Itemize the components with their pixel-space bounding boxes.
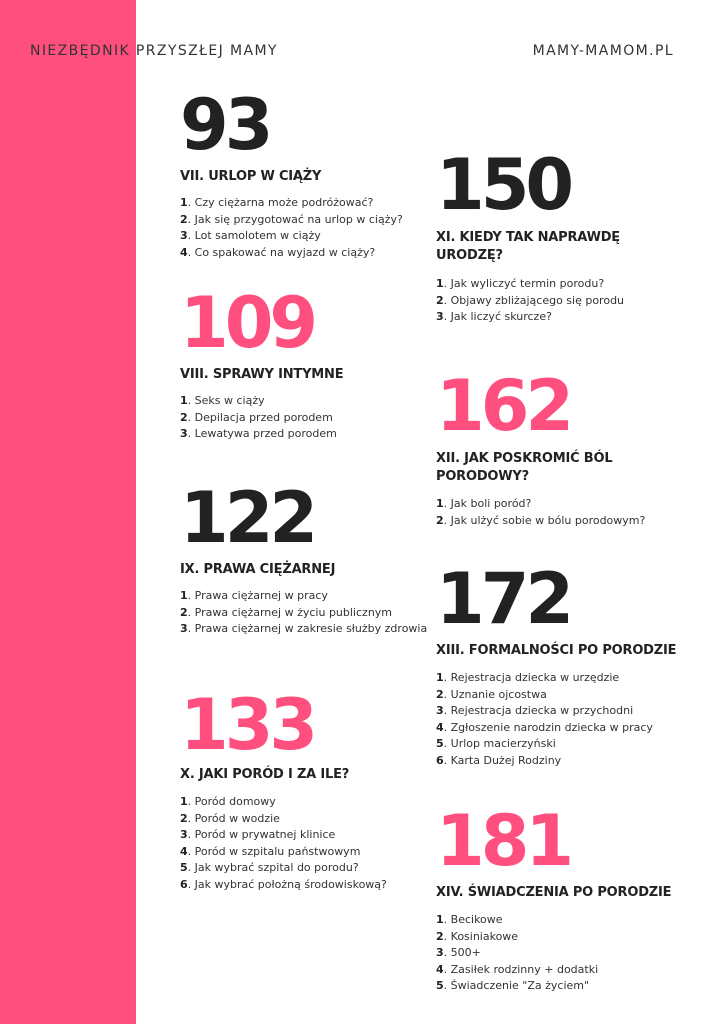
list-item: 5. Jak wybrać szpital do porodu? — [180, 861, 359, 875]
list-item: 1. Poród domowy — [180, 795, 276, 808]
item-list — [436, 912, 696, 995]
header-site: MAMY-MAMOM.PL — [532, 43, 674, 59]
page-number: 93 — [180, 84, 270, 166]
list-item: 4. Co spakować na wyjazd w ciąży? — [180, 245, 376, 259]
list-item: 1. Prawa ciężarnej w pracy — [180, 589, 328, 602]
page-number: 150 — [436, 144, 571, 226]
list-item: 1. Czy ciężarna może podróżować? — [180, 196, 374, 209]
toc-section-ix — [180, 477, 430, 638]
list-item: 2. Prawa ciężarnej w życiu publicznym — [180, 605, 393, 619]
toc-section-xiv — [436, 800, 696, 995]
item-list — [436, 670, 696, 770]
list-item: 1. Seks w ciąży — [180, 394, 265, 407]
list-item: 3. 500+ — [436, 946, 481, 960]
page-number: 133 — [180, 684, 315, 766]
list-item: 2. Kosiniakowe — [436, 929, 519, 943]
pink-sidebar — [0, 0, 136, 1024]
list-item: 2. Jak ulżyć sobie w bólu porodowym? — [436, 513, 646, 527]
toc-section-x — [180, 684, 430, 894]
page-number: 162 — [436, 365, 571, 447]
list-item: 3. Lewatywa przed porodem — [180, 427, 337, 441]
item-list — [180, 195, 430, 261]
list-item: 1. Rejestracja dziecka w urzędzie — [436, 671, 620, 684]
toc-section-vii — [180, 84, 430, 261]
page-number: 122 — [180, 477, 315, 559]
list-item: 3. Jak liczyć skurcze? — [436, 310, 552, 324]
list-item: 4. Poród w szpitalu państwowym — [180, 844, 361, 858]
toc-section-xii — [436, 365, 686, 529]
list-item: 3. Poród w prywatnej klinice — [180, 828, 336, 842]
toc-section-xi — [436, 144, 686, 326]
list-item: 1. Jak wyliczyć termin porodu? — [436, 277, 605, 290]
item-list — [180, 794, 430, 894]
toc-section-xiii — [436, 558, 696, 770]
list-item: 2. Uznanie ojcostwa — [436, 687, 547, 701]
item-list — [180, 393, 430, 443]
list-item: 4. Zasiłek rodzinny + dodatki — [436, 962, 599, 976]
list-item: 3. Lot samolotem w ciąży — [180, 229, 321, 243]
item-list — [436, 496, 686, 529]
toc-section-viii — [180, 282, 430, 443]
section-title: VIII. SPRAWY INTYMNE — [180, 367, 344, 382]
list-item: 6. Karta Dużej Rodziny — [436, 753, 562, 767]
section-title: XI. KIEDY TAK NAPRAWDĘ URODZĘ? — [436, 230, 620, 263]
page-number: 172 — [436, 558, 571, 640]
list-item: 5. Świadczenie "Za życiem" — [436, 979, 590, 993]
section-title: X. JAKI PORÓD I ZA ILE? — [180, 767, 350, 782]
list-item: 1. Jak boli poród? — [436, 497, 532, 510]
list-item: 2. Jak się przygotować na urlop w ciąży? — [180, 212, 403, 226]
header-title: NIEZBĘDNIK PRZYSZŁEJ MAMY — [30, 43, 278, 59]
list-item: 2. Objawy zbliżającego się porodu — [436, 293, 625, 307]
list-item: 2. Depilacja przed porodem — [180, 410, 333, 424]
list-item: 5. Urlop macierzyński — [436, 737, 556, 751]
section-title: IX. PRAWA CIĘŻARNEJ — [180, 562, 336, 577]
list-item: 2. Poród w wodzie — [180, 811, 280, 825]
page-number: 181 — [436, 800, 571, 882]
list-item: 3. Rejestracja dziecka w przychodni — [436, 704, 634, 718]
section-title: VII. URLOP W CIĄŻY — [180, 169, 322, 184]
page-number: 109 — [180, 282, 315, 364]
list-item: 3. Prawa ciężarnej w zakresie służby zdrowia — [180, 622, 428, 636]
section-title: XIV. ŚWIADCZENIA PO PORODZIE — [436, 885, 672, 900]
list-item: 1. Becikowe — [436, 913, 503, 926]
section-title: XII. JAK POSKROMIĆ BÓL PORODOWY? — [436, 451, 613, 484]
section-title: XIII. FORMALNOŚCI PO PORODZIE — [436, 643, 677, 658]
list-item: 6. Jak wybrać położną środowiskową? — [180, 877, 387, 891]
list-item: 4. Zgłoszenie narodzin dziecka w pracy — [436, 720, 653, 734]
item-list — [180, 588, 430, 638]
item-list — [436, 276, 686, 326]
